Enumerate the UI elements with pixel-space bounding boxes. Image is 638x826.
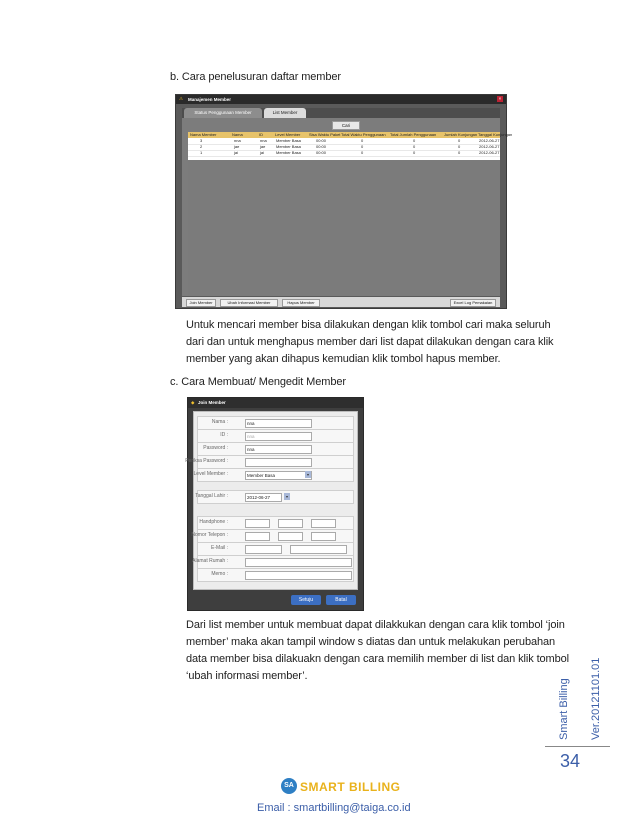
form-row-alamat [192,555,354,569]
column-header[interactable]: Jumlah Kunjungan [444,132,478,137]
paragraph-2-line-4: ‘ubah informasi member’. [186,670,308,682]
column-header[interactable]: Nama Member [190,132,217,137]
cell: 2012-06-27 [479,144,500,149]
cell: Member Basa [276,138,301,143]
warning-icon: ⚠ [179,96,184,101]
product-vertical-label: Smart Billing [558,678,570,740]
cell: jai [234,150,239,155]
telepon-input-3[interactable] [311,532,336,541]
nama-label: Nama : [211,419,228,425]
cell: 0 [458,138,461,143]
id-label: ID : [220,432,228,438]
table-row[interactable] [188,150,500,157]
column-header[interactable]: Total Waktu Penggunaan [341,132,386,137]
cell: nna [260,138,267,143]
cell: 2012-06-27 [479,138,500,143]
form-row-handphone [197,516,354,530]
cell: 00:00 [316,144,327,149]
telepon-input-2[interactable] [278,532,303,541]
cell: Member Basa [276,144,301,149]
excel-log-button[interactable]: Excel Log Pemakaian [450,299,496,307]
column-header[interactable]: ID [259,132,263,137]
join-member-screenshot [187,397,364,611]
smart-billing-logo-text: SMART BILLING [300,780,401,794]
cell: nna [234,138,241,143]
form-row-id [197,429,354,443]
email-user-input[interactable] [245,545,282,554]
memo-label: Memo : [211,571,228,577]
email-label: E-Mail : [211,545,228,551]
tab-status-penggunaan[interactable]: Status Penggunaan Member [184,108,262,118]
cell: jae [234,144,240,149]
window-titlebar [188,398,363,408]
cell: 0 [413,144,416,149]
handphone-input-1[interactable] [245,519,270,528]
setuju-button[interactable]: Setuju [291,595,321,605]
form-panel [185,411,358,590]
form-row-memo [197,568,354,582]
password-input[interactable]: nna [245,445,312,454]
table-empty-area [188,160,500,296]
paragraph-2-line-1: Dari list member untuk membuat dapat dilakkukan dengan cara klik tombol ‘join [186,619,565,631]
cell: jae [260,144,266,149]
cell: 00:00 [316,150,327,155]
tab-bar [182,108,500,118]
paragraph-2-line-3: data member bisa dilakuakn dengan cara memilih member di list dan klik tombol [186,653,569,665]
smart-billing-logo-icon: SA [281,778,297,794]
nomor-telepon-label: Nomor Telepon : [191,532,228,538]
form-row-level [193,468,354,482]
cari-button[interactable]: Cari [332,121,360,130]
cell: 3 [200,138,203,143]
section-c-heading: c. Cara Membuat/ Mengedit Member [170,376,346,388]
tab-content [182,118,513,296]
ubah-informasi-member-button[interactable]: Ubah Informasi Member [220,299,278,307]
periksa-password-label: Periksa Password : [185,458,228,464]
app-icon: ◆ [191,400,195,405]
cell: 2012-06-27 [479,150,500,155]
footer-email[interactable]: Email : smartbilling@taiga.co.id [257,802,411,814]
periksa-password-input[interactable] [245,458,312,467]
batal-button[interactable]: Batal [326,595,356,605]
form-row-periksa [185,455,354,469]
tanggal-lahir-label: Tanggal Lahir : [195,493,228,499]
column-header[interactable]: Tanggal Kunjungan [478,132,513,137]
level-member-select[interactable] [245,471,312,480]
password-label: Password : [203,445,228,451]
handphone-input-2[interactable] [278,519,303,528]
cell: 0 [413,150,416,155]
window-title: Manajemen Member [188,97,232,102]
form-row-tanggal [197,490,354,504]
hapus-member-button[interactable]: Hapus Member [282,299,320,307]
nama-input[interactable]: nna [245,419,312,428]
member-table [188,132,513,160]
column-header[interactable]: Nama [232,132,243,137]
close-icon[interactable]: × [498,96,502,101]
paragraph-1-line-3: member yang akan dihapus kemudian klik tombol hapus member. [186,353,501,365]
cell: 00:00 [316,138,327,143]
column-header[interactable]: Total Jumlah Penggunaan [390,132,437,137]
level-member-label: Level Member : [193,471,228,477]
member-list-screenshot [175,94,513,309]
tab-list-member[interactable]: List Member [264,108,306,118]
cell: 0 [458,144,461,149]
id-input[interactable]: nna [245,432,312,441]
level-member-value: Member Basa [247,473,276,478]
tanggal-lahir-value: 2012-06-27 [247,495,271,500]
email-domain-input[interactable] [290,545,347,554]
action-bar [182,297,500,307]
paragraph-2-line-2: member’ maka akan tampil window s diatas dan untuk melakukan perubahan [186,636,556,648]
telepon-input-1[interactable] [245,532,270,541]
memo-input[interactable] [245,571,352,580]
footer-rule [545,746,610,747]
calendar-dropdown-icon[interactable]: ▾ [285,494,288,499]
window-title: Join Member [198,400,226,405]
window-titlebar [176,95,506,104]
cell: 1 [200,150,203,155]
version-vertical-label: Ver.20121101.01 [590,657,602,740]
cell: 0 [458,150,461,155]
join-member-button[interactable]: Join Member [186,299,216,307]
column-header[interactable]: Level Member [275,132,301,137]
form-row-password [197,442,354,456]
paragraph-1-line-1: Untuk mencari member bisa dilakukan dengan klik tombol cari maka seluruh [186,319,551,331]
handphone-label: Handphone : [199,519,228,525]
form-row-telepon [191,529,354,543]
section-b-heading: b. Cara penelusuran daftar member [170,71,341,83]
cell: 0 [361,138,364,143]
tanggal-lahir-input[interactable] [245,493,288,502]
form-row-nama [197,416,354,430]
cell: 2 [200,144,203,149]
cell: jai [260,150,265,155]
alamat-rumah-input[interactable] [245,558,352,567]
paragraph-1-line-2: dari dan untuk menghapus member dari list dapat dilakukan dengan cara klik [186,336,554,348]
column-header[interactable]: Sisa Waktu Paket [309,132,341,137]
cell: Member Basa [276,150,301,155]
handphone-input-3[interactable] [311,519,336,528]
cell: 0 [413,138,416,143]
page-number: 34 [560,751,581,771]
form-row-email [197,542,354,556]
cell: 0 [361,150,364,155]
alamat-rumah-label: Alamat Rumah : [192,558,228,564]
cell: 0 [361,144,364,149]
chevron-down-icon[interactable]: ▾ [306,472,309,477]
